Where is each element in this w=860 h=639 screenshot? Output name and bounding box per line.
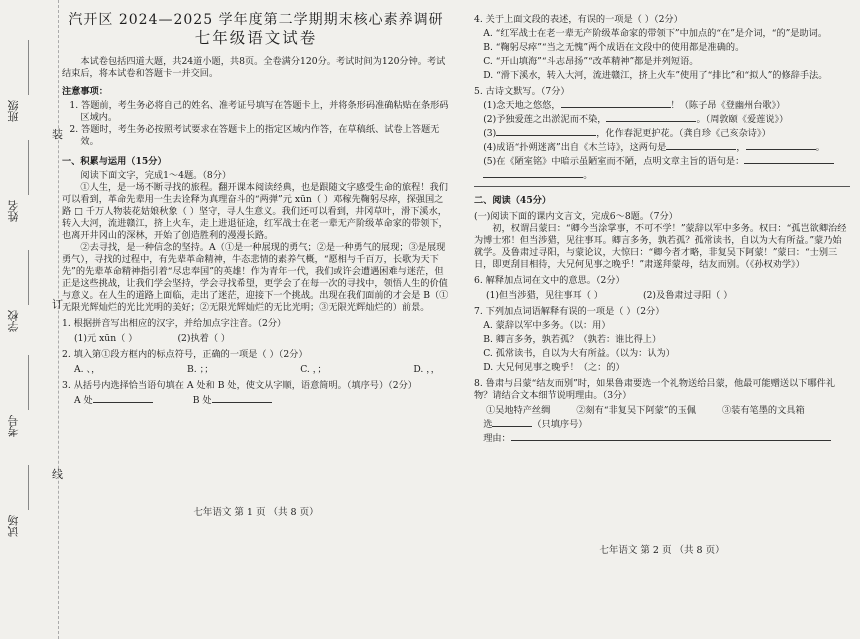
page-1 (62, 10, 450, 518)
q5-2-text: (2)予独爱莲之出淤泥而不染， (483, 114, 607, 125)
q5-4-comma: ， (736, 142, 746, 153)
q4-option-b: B. “鞠躬尽瘁”“当之无愧”两个成语在文段中的使用都是准确的。 (483, 42, 745, 53)
q7-option-d: D. 大兄何见事之晚乎！（之：的） (483, 362, 625, 373)
notice-item-1: 1. 答题前，考生务必将自己的姓名、准考证号填写在答题卡上，并将条形码准确粘贴在条形码区域内。 (69, 100, 449, 123)
q5-item-2 (474, 114, 850, 126)
q5-item-5 (474, 156, 850, 168)
question-8-options (474, 405, 850, 417)
q7-option-c: C. 孤常读书，自以为大有所益。（以为：认为） (483, 348, 675, 359)
q2-option-a: A. 、， (74, 364, 101, 375)
q8-select-blank[interactable] (492, 426, 532, 427)
q5-4-blank-2[interactable] (746, 149, 816, 150)
q8-select-line (474, 419, 850, 431)
q6-item-2: (2)及鲁肃过寻阳（ ） (643, 290, 733, 301)
q6-item-1: (1)但当涉猎，见往事耳（ ） (486, 290, 603, 301)
q3-blank-a-label: A 处 (74, 395, 93, 406)
q5-5-blank[interactable] (744, 163, 834, 164)
q8-select-label: 选 (483, 419, 493, 430)
page-1-footer: 七年语文 第 1 页 （共 8 页） (193, 507, 319, 518)
class-line (28, 40, 29, 95)
q5-5-blank-2[interactable] (483, 177, 583, 178)
school-line (28, 250, 29, 305)
q8-reason-blank[interactable] (511, 440, 831, 441)
q5-4-text: (4)成语“扑朔迷离”出自《木兰诗》，这两句是 (483, 142, 667, 153)
section-divider (474, 186, 850, 187)
q4-option-a: A. “红军战士在老一辈无产阶级革命家的带领下”中加点的“在”是介词，“的”是助词。 (483, 28, 828, 39)
q8-reason-line (474, 433, 850, 445)
question-3-blanks (62, 395, 450, 407)
q8-option-1: ①吴地特产丝绸 (486, 405, 551, 416)
q5-5-text: (5)在《陋室铭》中暗示虽陋室而不陋，点明文章主旨的语句是： (483, 156, 745, 167)
binding-mark-xian: 线 (52, 468, 63, 481)
question-3: 3. 从括号内选择恰当语句填在 A 处和 B 处，使文从字顺，语意简明。（填序号）（2分） (62, 380, 417, 391)
q5-3-text: ，化作春泥更护花。（龚自珍《己亥杂诗》） (596, 128, 771, 139)
q1-item-2: (2)执着（ ） (177, 333, 231, 344)
question-2: 2. 填入第①段方框内的标点符号，正确的一项是（ ）（2分） (62, 349, 308, 360)
binding-dashed-line (58, 0, 59, 639)
q5-2-blank[interactable] (606, 121, 696, 122)
q4-option-c: C. “开山填海”“斗志昂扬”“改革精神”都是并列短语。 (483, 56, 699, 67)
question-1: 1. 根据拼音写出相应的汉字，并给加点字注音。（2分） (62, 318, 287, 329)
reading-intro: 阅读下面文字，完成1～4题。（8分） (80, 170, 232, 181)
q7-option-b: B. 卿言多务，孰若孤？（孰若：谁比得上） (483, 334, 662, 345)
exam-number-line (28, 355, 29, 410)
question-6: 6. 解释加点词在文中的意思。（2分） (474, 275, 625, 286)
q5-5-end: 。 (583, 170, 593, 181)
q3-blank-a-wrap (74, 395, 153, 407)
class-label: 班级 (7, 100, 20, 122)
question-5: 5. 古诗文默写。（7分） (474, 86, 570, 97)
q2-option-c: C. ，； (300, 364, 327, 375)
exam-room-label: 试场 (7, 515, 20, 537)
q2-option-d: D. ，， (413, 364, 440, 375)
subsection-1-heading: (一)阅读下面的课内文言文，完成6～8题。（7分） (474, 211, 678, 222)
q5-4-blank-1[interactable] (666, 149, 736, 150)
question-7: 7. 下列加点词语解释有误的一项是（ ）（2分） (474, 306, 665, 317)
q5-4-end: 。 (815, 142, 825, 153)
exam-title: 汽开区 2024—2025 学年度第二学期期末核心素养调研 (68, 12, 444, 28)
page-2 (474, 10, 850, 556)
q5-1-text: (1)念天地之悠悠， (483, 100, 561, 111)
q5-item-3 (474, 128, 850, 140)
notice-heading: 注意事项： (62, 86, 108, 97)
q3-blank-b[interactable] (212, 402, 272, 403)
passage-paragraph-1: ①人生，是一场不断寻找的旅程。翻开课本阅读经典，也是跟随文字感受生命的旅程！我们可以看到，革命先辈用一生去诠释为真理奋斗的“两弹”元 xūn（ ）邓稼先鞠躬尽瘁，探强国之路 □ 千万人物装花姑娘秋象（ ）坚守，寻人生意义。我们还可以看到，井冈草叶，滑下溪水，转入大河，流进赣江，挤上火车，走上进退征途，红军战士在老一辈无产阶级革命家的带领下，也离开井冈山的深林，开始了创造胜利的漫漫长路。 (62, 182, 448, 241)
q3-blank-b-wrap (193, 395, 272, 407)
q3-blank-b-label: B 处 (192, 395, 212, 406)
binding-mark-ding: 订 (52, 298, 63, 311)
notice-item-2: 2. 答题时，考生务必按照考试要求在答题卡上的指定区域内作答，在草稿纸、试卷上答题无效。 (69, 124, 440, 147)
exam-intro: 本试卷包括四道大题，共24道小题，共8页。全卷满分120分。考试时间为120分钟。考试结束后，将本试卷和答题卡一并交回。 (62, 56, 446, 79)
q8-option-2: ②刻有“非复吴下阿蒙”的玉佩 (576, 405, 696, 416)
q5-item-4 (474, 142, 850, 154)
q8-reason-label: 理由： (483, 433, 511, 444)
q7-option-a: A. 蒙辞以军中多务。（以：用） (483, 320, 611, 331)
q5-1-blank[interactable] (561, 107, 671, 108)
q5-item-5-cont (474, 170, 850, 182)
name-label: 姓名 (7, 200, 20, 222)
school-label: 学校 (7, 310, 20, 332)
question-1-items (62, 333, 450, 345)
classical-text: 初，权谓吕蒙曰：“卿今当涂掌事，不可不学！”蒙辞以军中多务。权曰：“孤岂欲卿治经为博士邪！但当涉猎，见往事耳。卿言多务，孰若孤？孤常读书，自以为大有所益。”蒙乃始就学。及鲁肃过寻阳，与蒙论议，大惊曰：“卿今者才略，非复吴下阿蒙！”蒙曰：“士别三日，即更刮目相待，大兄何见事之晚乎！”肃遂拜蒙母，结友而别。（《孙权劝学》） (474, 223, 847, 270)
question-6-items (474, 290, 850, 302)
q5-1-source: ！（陈子昂《登幽州台歌》） (670, 100, 786, 111)
q5-3-blank[interactable] (496, 135, 596, 136)
exam-number-label: 考号 (7, 415, 20, 437)
question-4: 4. 关于上面文段的表述，有误的一项是（ ）（2分） (474, 14, 683, 25)
q1-item-1: (1)元 xūn（ ） (74, 333, 138, 344)
binding-margin (0, 0, 63, 639)
passage-paragraph-2: ②去寻找，是一种信念的坚持。A（①是一种展现的勇气；②是一种勇气的展现；③是展现勇气），寻找的过程中，有先辈革命精神，牛态悲情的素养气概，“愿相与千百万，长歌为天下先”的先辈革命精神指引着“尽忠奉国”的英雄！作为青年一代，我们或许会遭遇困难与迷茫，但正是这些挑战，让我们学会坚持，学会寻找希望，更学会了在每一次的寻找中，领悟人生的价值与意义。在人生的道路上面临，走出了迷茫，迎接下一个挑战。出现在我们面前的才会是 B（①无限光辉灿烂的光比光明的美好；②无限光辉灿烂的无比光明；③无限光辉灿烂的）前景。 (62, 242, 449, 313)
q5-item-1 (474, 100, 850, 112)
q3-blank-a[interactable] (93, 402, 153, 403)
q8-option-3: ③装有笔墨的文具箱 (721, 405, 805, 416)
exam-room-line (28, 465, 29, 510)
q5-2-source: 。（周敦颐《爱莲说》） (696, 114, 789, 125)
name-line (28, 140, 29, 195)
binding-mark-zhuang: 装 (52, 128, 63, 141)
section-1-heading: 一、积累与运用（15分） (62, 156, 167, 167)
question-8: 8. 鲁肃与吕蒙“结友而别”时，如果鲁肃要选一个礼物送给吕蒙，他最可能赠送以下哪件礼物？请结合文本细节说明理由。（3分） (474, 378, 836, 401)
q5-3-num: (3) (483, 128, 497, 139)
exam-subtitle: 七年级语文试卷 (194, 29, 318, 47)
section-2-heading: 二、阅读（45分） (474, 195, 552, 206)
question-2-options (62, 364, 450, 376)
q4-option-d: D. “滑下溪水，转入大河，流进赣江，挤上火车”使用了“排比”和“拟人”的修辞手法。 (483, 70, 828, 81)
q2-option-b: B. ；； (187, 364, 214, 375)
q8-select-hint: （只填序号） (532, 419, 588, 430)
page-2-footer: 七年语文 第 2 页 （共 8 页） (599, 545, 725, 556)
